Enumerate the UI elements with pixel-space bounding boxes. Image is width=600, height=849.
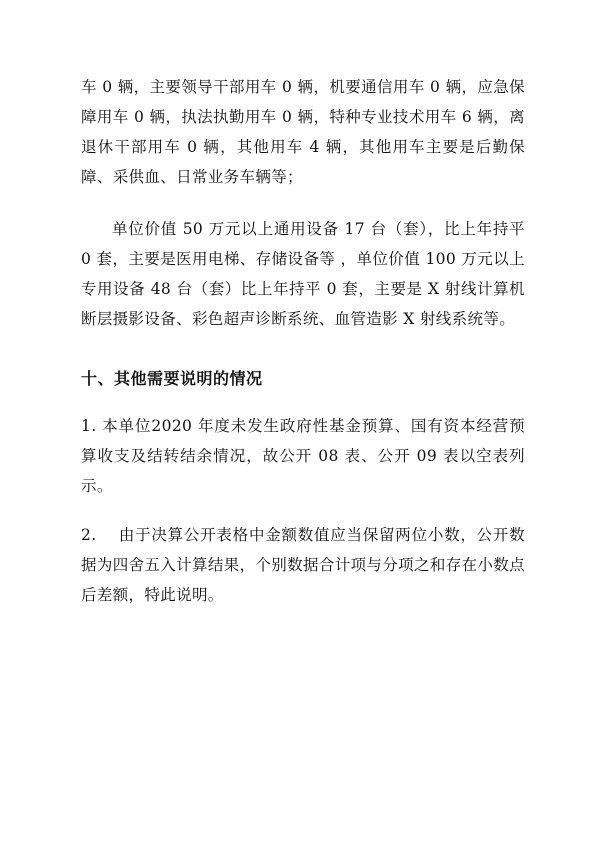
section-heading: 十、其他需要说明的情况: [81, 369, 263, 388]
vehicles-paragraph: 车 0 辆，主要领导干部用车 0 辆，机要通信用车 0 辆，应急保障用车 0 辆，执法执勤用车 0 辆，特种专业技术用车 6 辆，离退休干部用车 0 辆，其他用车 4 辆，其他用车主要是后勤保障、采供血、日常业务车辆等；: [81, 78, 525, 186]
note-1-paragraph: 1. 本单位2020 年度未发生政府性基金预算、国有资本经营预算收支及结转结余情况，故公开 08 表、公开 09 表以空表列示。: [81, 417, 525, 495]
document-body: [81, 72, 525, 610]
note-2-paragraph: 2. 由于决算公开表格中金额数值应当保留两位小数，公开数据为四舍五入计算结果，个别数据合计项与分项之和存在小数点后差额，特此说明。: [81, 526, 525, 604]
equipment-paragraph: 单位价值 50 万元以上通用设备 17 台（套），比上年持平 0 套，主要是医用电梯、存储设备等 ，单位价值 100 万元以上专用设备 48 台（套）比上年持平 0 套，主要是 X 射线计算机断层摄影设备、彩色超声诊断系统、血管造影 X 射线系统等。: [81, 220, 525, 328]
